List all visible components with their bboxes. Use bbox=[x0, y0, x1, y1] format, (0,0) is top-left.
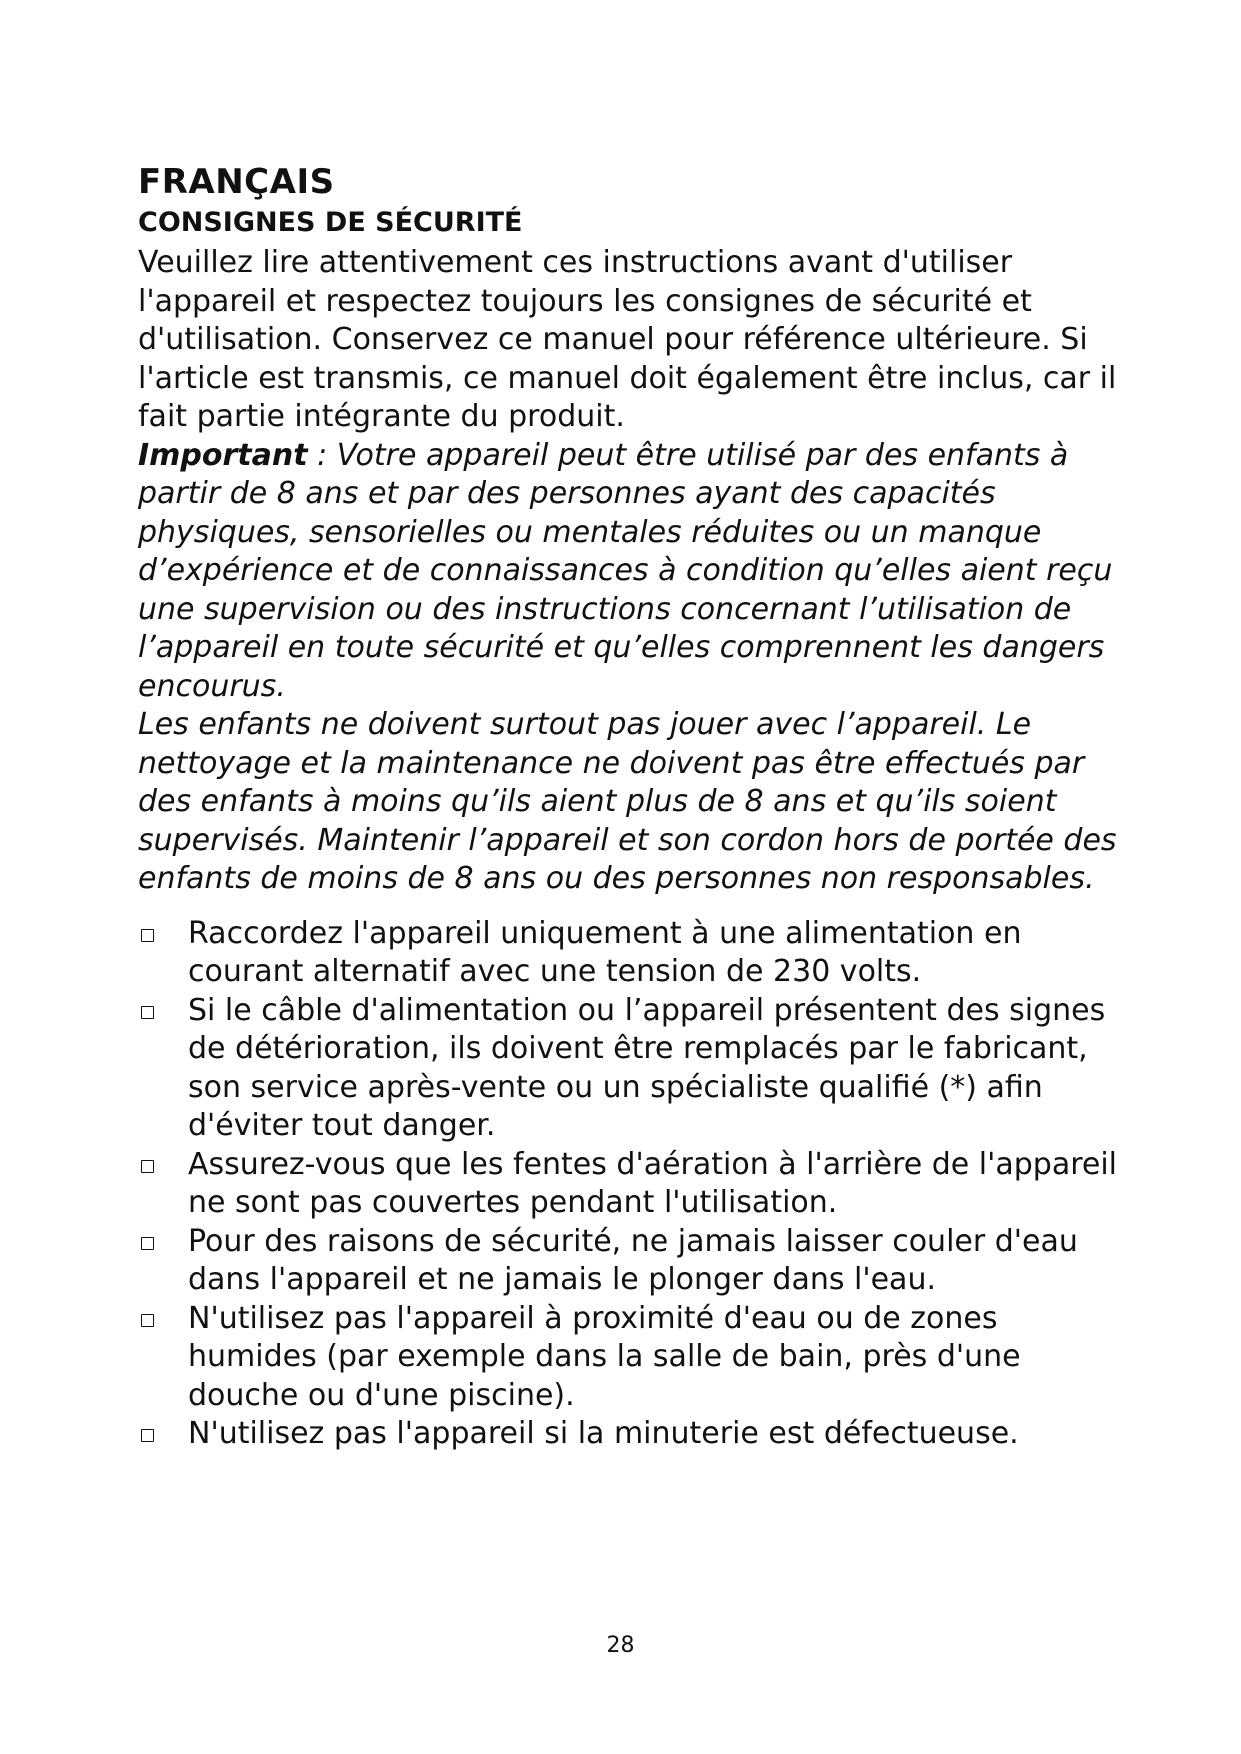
language-heading: FRANÇAIS bbox=[138, 162, 335, 202]
checkbox-bullet-icon bbox=[141, 1237, 154, 1250]
important-text: Votre appareil peut être utilisé par des enfants à partir de 8 ans et par des personnes ayant des capacités physiques, sensorielles ou mentales réduites ou un manque d’expérience et de connaissances à condition qu’elles aient reçu une supervision ou des instructions concernant l’utilisation de l’appareil en toute sécurité et qu’elles comprennent les dangers encourus. bbox=[138, 437, 1113, 704]
checkbox-bullet-icon bbox=[141, 929, 154, 942]
important-paragraph bbox=[138, 437, 1123, 707]
list-item-text: Raccordez l'appareil uniquement à une alimentation en courant alternatif avec une tension de 230 volts. bbox=[188, 915, 1022, 989]
children-paragraph: Les enfants ne doivent surtout pas jouer avec l’appareil. Le nettoyage et la maintenance ne doivent pas être effectués par des enfants à moins qu’ils aient plus de 8 ans et qu’ils soient supervisés. Maintenir l’appareil et son cordon hors de portée des enfants de moins de 8 ans ou des personnes non responsables. bbox=[138, 707, 1117, 896]
list-item bbox=[138, 1300, 1123, 1416]
checkbox-bullet-icon bbox=[141, 1160, 154, 1173]
list-item bbox=[138, 992, 1123, 1146]
list-item-text: Assurez-vous que les fentes d'aération à l'arrière de l'appareil ne sont pas couvertes pendant l'utilisation. bbox=[188, 1146, 1118, 1220]
list-item bbox=[138, 915, 1123, 992]
page-content bbox=[138, 160, 1123, 1454]
list-item bbox=[138, 1415, 1123, 1454]
list-item bbox=[138, 1146, 1123, 1223]
checkbox-bullet-icon bbox=[141, 1429, 154, 1442]
page-number: 28 bbox=[606, 1633, 635, 1658]
list-item-text: N'utilisez pas l'appareil si la minuterie est défectueuse. bbox=[188, 1416, 1019, 1451]
list-item-text: Pour des raisons de sécurité, ne jamais laisser couler d'eau dans l'appareil et ne jamais le plonger dans l'eau. bbox=[188, 1223, 1078, 1297]
important-separator: : bbox=[307, 437, 337, 473]
intro-paragraph: Veuillez lire attentivement ces instructions avant d'utiliser l'appareil et respectez toujours les consignes de sécurité et d'utilisation. Conservez ce manuel pour référence ultérieure. Si l'article est transmis, ce manuel doit également être inclus, car il fait partie intégrante du produit. bbox=[138, 245, 1117, 434]
list-item bbox=[138, 1223, 1123, 1300]
safety-list bbox=[138, 915, 1123, 1454]
list-item-text: Si le câble d'alimentation ou l’appareil présentent des signes de détérioration, ils doivent être remplacés par le fabricant, son service après-vente ou un spécialiste qualifié (*) afin d'éviter tout danger. bbox=[188, 992, 1106, 1143]
checkbox-bullet-icon bbox=[141, 1006, 154, 1019]
checkbox-bullet-icon bbox=[141, 1314, 154, 1327]
important-label: Important bbox=[138, 437, 308, 473]
list-item-text: N'utilisez pas l'appareil à proximité d'eau ou de zones humides (par exemple dans la salle de bain, près d'une douche ou d'une piscine). bbox=[188, 1300, 1021, 1413]
section-heading: CONSIGNES DE SÉCURITÉ bbox=[138, 207, 523, 238]
